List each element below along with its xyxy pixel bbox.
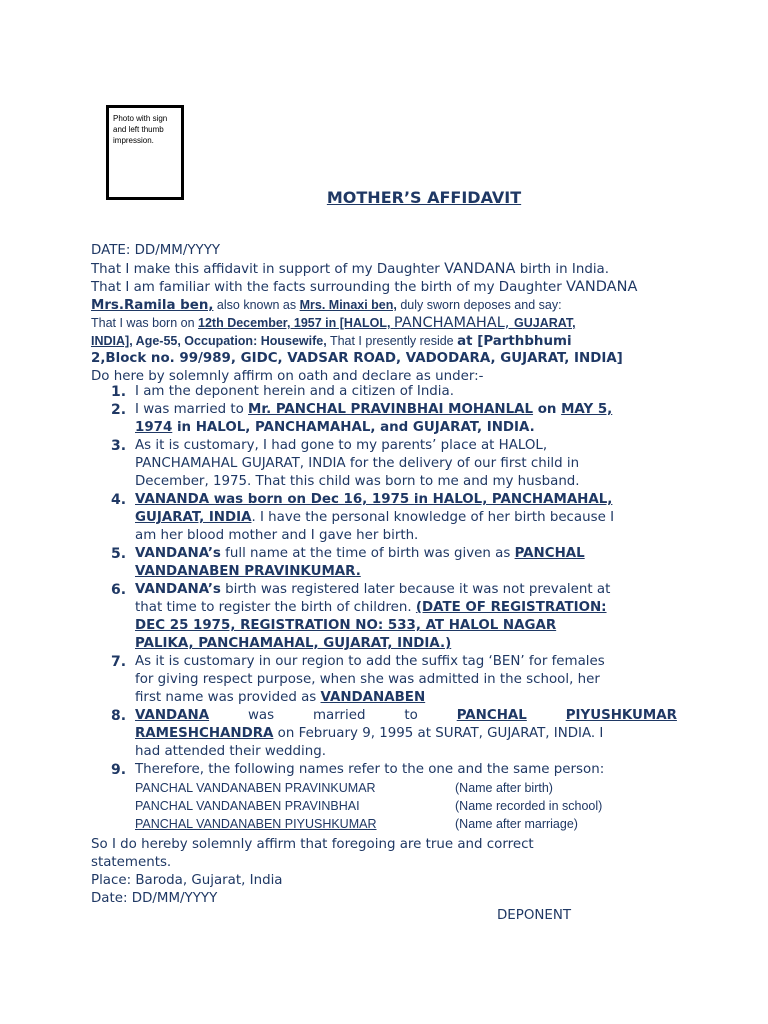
date-footer: Date: DD/MM/YYYY	[91, 891, 218, 906]
list-item: 8. VANDANA was married to PANCHAL PIYUSHKUMAR RAMESHCHANDRA on February 9, 1995 at SURAT, GUJARAT, INDIA. I had attended their wedding.	[111, 708, 677, 759]
list-item: 6. VANDANA’s birth was registered later because it was not prevalent at that time to register the birth of children. (DATE OF REGISTRATION: DEC 25 1975, REGISTRATION NO: 533, AT HALOL NAGAR PALIKA, PANCHAMAHAL, GUJARAT, INDIA.)	[111, 582, 611, 651]
address-line: 2,Block no. 99/989, GIDC, VADSAR ROAD, VADODARA, GUJARAT, INDIA]	[91, 351, 623, 366]
list-item: 7. As it is customary in our region to add the suffix tag ‘BEN’ for females for giving respect purpose, when she was admitted in the school, her first name was provided as VANDANABEN	[111, 654, 605, 705]
intro-section	[91, 242, 691, 386]
intro-line-4: Mrs.Ramila ben, also known as Mrs. Minaxi ben, duly sworn deposes and say:	[91, 298, 562, 313]
names-list	[111, 779, 677, 833]
intro-line-6: INDIA], Age-55, Occupation: Housewife, That I presently reside at [Parthbhumi	[91, 334, 572, 349]
date-line: DATE: DD/MM/YYYY	[91, 243, 221, 258]
closing-section	[91, 836, 691, 908]
declaration-line: Do here by solemnly affirm on oath and declare as under:-	[91, 369, 484, 384]
list-item: 5. VANDANA’s full name at the time of birth was given as PANCHAL VANDANABEN PRAVINKUMAR.	[111, 546, 585, 579]
photo-instructions: Photo with sign and left thumb impression.	[113, 114, 168, 145]
mother-alias: Mrs. Minaxi ben,	[299, 298, 397, 312]
mother-name: Mrs.Ramila ben,	[91, 298, 214, 313]
affirmation-line: So I do hereby solemnly affirm that foregoing are true and correct	[91, 837, 534, 852]
document-title: MOTHER’S AFFIDAVIT	[326, 188, 522, 207]
list-item: 3. As it is customary, I had gone to my parents’ place at HALOL, PANCHAMAHAL GUJARAT, INDIA for the delivery of our first child in December, 1975. That this child was born to me and my husband.	[111, 438, 580, 489]
intro-line-5: That I was born on 12th December, 1957 in [HALOL, PANCHAMAHAL, GUJARAT,	[91, 315, 576, 331]
birth-date: 12th December, 1957 in [HALOL,	[198, 316, 394, 330]
intro-line-3: That I am familiar with the facts surrounding the birth of my Daughter VANDANA	[91, 279, 638, 295]
name-row: PANCHAL VANDANABEN PRAVINBHAI (Name recorded in school)	[135, 799, 603, 813]
list-item: 1. I am the deponent herein and a citizen of India.	[111, 384, 454, 400]
affidavit-statements	[111, 383, 677, 833]
list-item: 2. I was married to Mr. PANCHAL PRAVINBHAI MOHANLAL on MAY 5, 1974 in HALOL, PANCHAMAHAL, and GUJARAT, INDIA.	[111, 402, 613, 435]
deponent-signature-label: DEPONENT	[497, 908, 572, 923]
photo-placeholder-box	[106, 105, 184, 200]
affirmation-line-2: statements.	[91, 855, 172, 870]
name-row: PANCHAL VANDANABEN PIYUSHKUMAR (Name after marriage)	[135, 817, 578, 831]
place-line: Place: Baroda, Gujarat, India	[91, 873, 283, 888]
name-row: PANCHAL VANDANABEN PRAVINKUMAR (Name after birth)	[135, 781, 553, 795]
intro-line-2: That I make this affidavit in support of my Daughter VANDANA birth in India.	[91, 261, 609, 277]
list-item: 9. Therefore, the following names refer to the one and the same person:	[111, 762, 605, 778]
list-item: 4. VANANDA was born on Dec 16, 1975 in HALOL, PANCHAMAHAL, GUJARAT, INDIA. I have the personal knowledge of her birth because I am her blood mother and I gave her birth.	[111, 492, 615, 543]
